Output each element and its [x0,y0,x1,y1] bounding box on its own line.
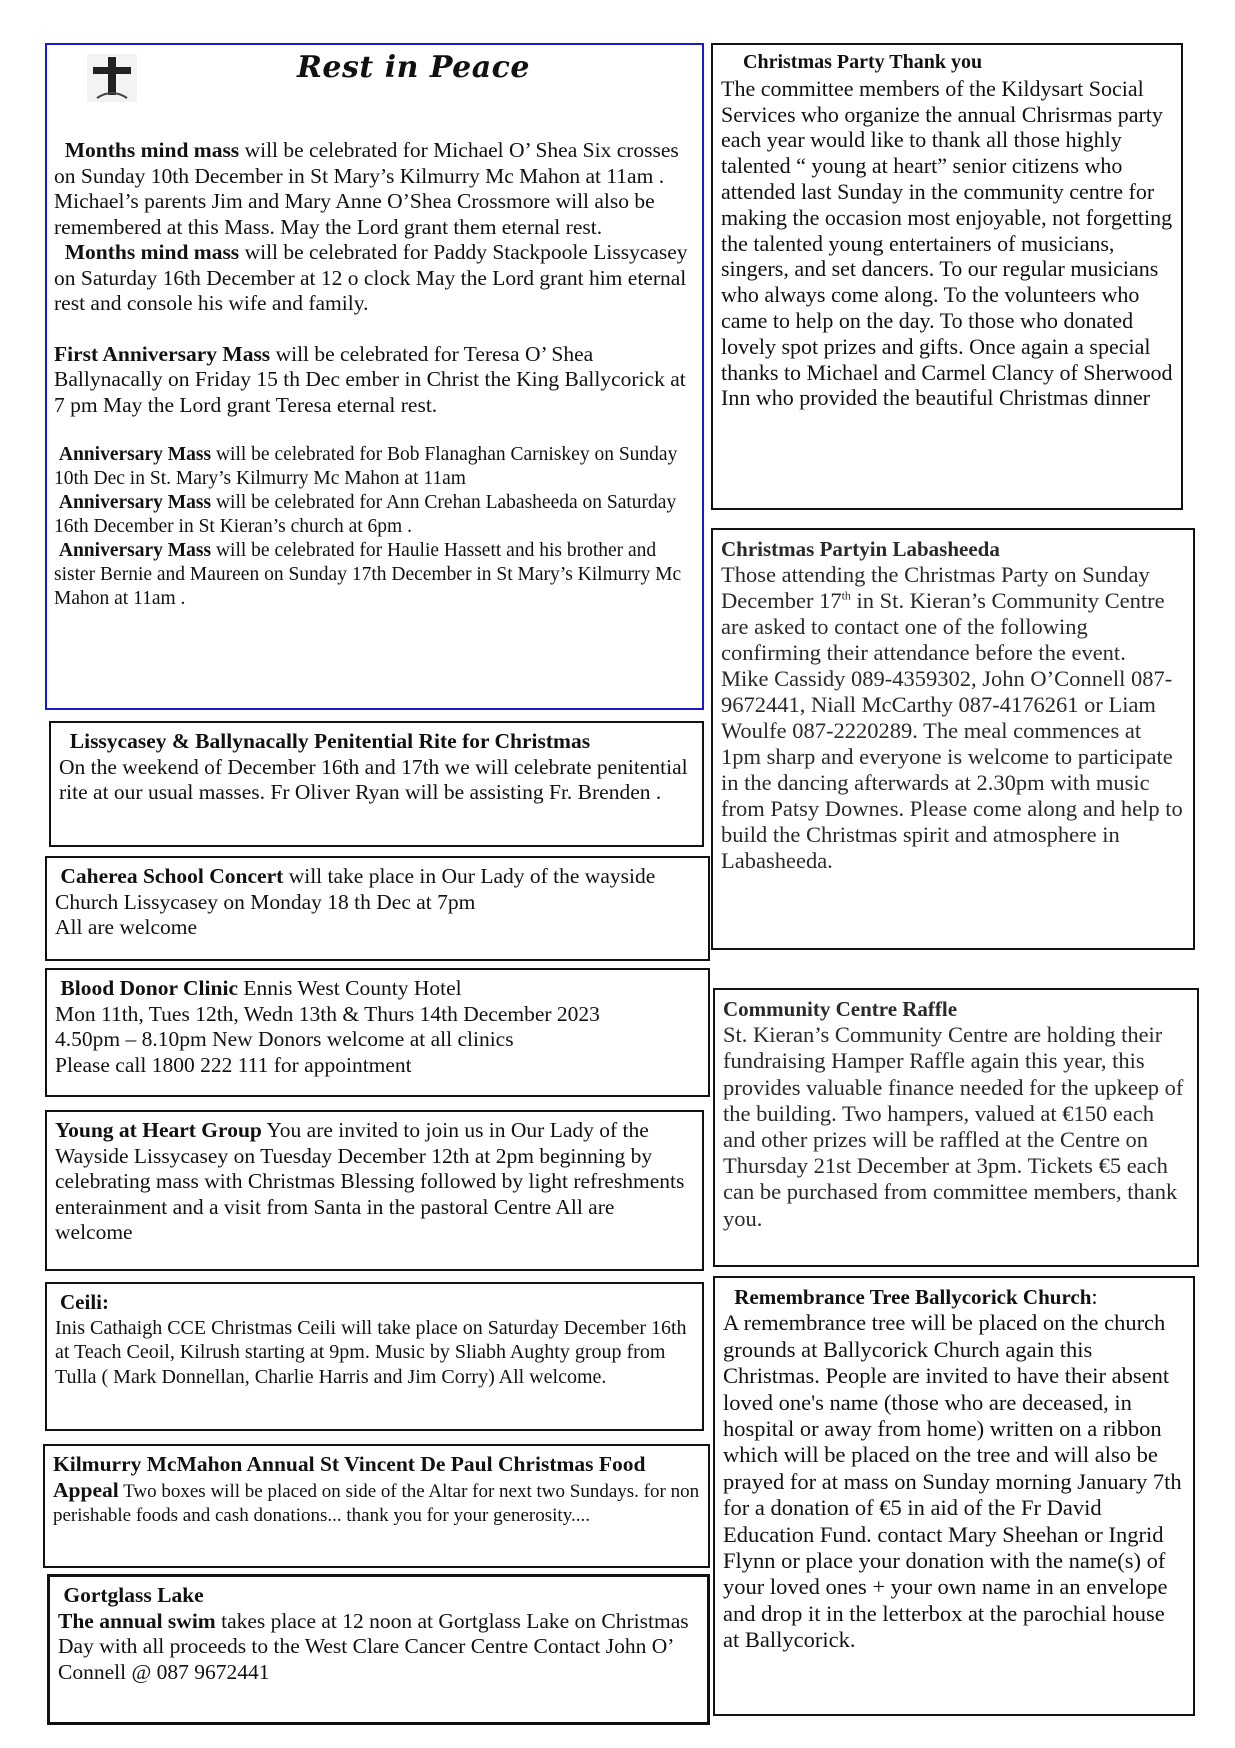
blood-title: Blood Donor Clinic [60,976,238,1000]
ceili-text: Inis Cathaigh CCE Christmas Ceili will take place on Saturday December 16th at Teach Ceoil, Kilrush starting at 9pm. Music by Sliabh Aughty group from Tulla ( Mark Donnellan, Charlie Harris and Jim Corry) All welcome. [55,1316,687,1388]
labasheeda-title: Christmas Partyin Labasheeda [721,537,1000,561]
penitential-text: On the weekend of December 16th and 17th we will celebrate penitential rite at our usual masses. Fr Oliver Ryan will be assisting Fr. Brenden . [59,754,688,804]
blood-phone: Please call 1800 222 111 for appointment [55,1052,412,1077]
rip-title: Rest in Peace [297,50,530,85]
young-at-heart-box: Young at Heart Group You are invited to join us in Our Lady of the Wayside Lissycasey on Tuesday December 12th at 2pm beginning by celebrating mass with Christmas Blessing followed by light refreshments enterainment and a visit from Santa in the pastoral Centre All are welcome [45,1110,704,1271]
rip-entry: Anniversary Mass will be celebrated for Haulie Hassett and his brother and sister Bernie and Maureen on Sunday 17th December in St Mary’s Kilmurry Mc Mahon at 11am . [54,540,682,609]
food-appeal-box: Kilmurry McMahon Annual St Vincent De Paul Christmas Food Appeal Two boxes will be placed on side of the Altar for next two Sundays. for non perishable foods and cash donations... thank you for your generosity.... [43,1444,710,1568]
young-title: Young at Heart Group [55,1118,262,1142]
raffle-box [713,988,1199,1267]
party-thanks-text: The committee members of the Kildysart Social Services who organize the annual Chrisrmas party each year would like to thank all those highly talented “ young at heart” senior citizens who attended last Sunday in the community centre for making the occasion most enjoyable, not forgetting the talented young entertainers of musicians, singers, and set dancers. To our regular musicians who always come along. To the volunteers who came to help on the day. To those who donated lovely spot prizes and gifts. Once again a special thanks to Michael and Carmel Clancy of Sherwood Inn who provided the beautiful Christmas dinner [721,75,1173,411]
remembrance-tree-box: Remembrance Tree Ballycorick Church: A remembrance tree will be placed on the church grounds at Ballycorick Church again this Christmas. People are invited to have their absent loved one's name (those who are deceased, in hospital or away from home) written on a ribbon which will be placed on the tree and will also be prayed for at mass on Sunday morning January 7th for a donation of €5 in aid of the Fr David Education Fund. contact Mary Sheehan or Ingrid Flynn or place your donation with the name(s) of your loved ones + your own name in an envelope and drop it in the letterbox at the parochial house at Ballycorick. [713,1276,1195,1716]
rest-in-peace-box [45,43,704,710]
rip-entry: Months mind mass will be celebrated for Michael O’ Shea Six crosses on Sunday 10th December in St Mary’s Kilmurry Mc Mahon at 11am . Michael’s parents Jim and Mary Anne O’Shea Crossmore will also be remembered at this Mass. May the Lord grant them eternal rest. [54,138,679,239]
blood-dates: Mon 11th, Tues 12th, Wedn 13th & Thurs 14th December 2023 [55,1001,600,1026]
blood-times: 4.50pm – 8.10pm New Donors welcome at all clinics [55,1027,514,1051]
gortglass-text: takes place at 12 noon at Gortglass Lake on Christmas Day with all proceeds to the West Clare Cancer Centre Contact John O’ Connell @ 087 9672441 [58,1608,689,1684]
rip-entry: Anniversary Mass will be celebrated for Ann Crehan Labasheeda on Saturday 16th December in St Kieran’s church at 6pm . [54,492,677,537]
ceili-title: Ceili: [60,1290,109,1314]
raffle-title: Community Centre Raffle [723,997,958,1021]
svdp-title: Kilmurry McMahon Annual St Vincent De Paul Christmas Food Appeal [53,1452,646,1502]
labasheeda-contacts: Mike Cassidy 089-4359302, John O’Connell 087-9672441, Niall McCarthy 087-4176261 or Liam Woulfe 087-2220289. The meal commences at 1pm sharp and everyone is welcome to participate in the dancing afterwards at 2.30pm with music from Patsy Downes. Please come along and help to build the Christmas spirit and atmosphere in Labasheeda. [721,666,1183,873]
concert-title: Caherea School Concert [60,864,284,888]
rip-entry: Months mind mass will be celebrated for Paddy Stackpoole Lissycasey on Saturday 16th December at 12 o clock May the Lord grant him eternal rest and console his wife and family. [54,240,688,315]
gortglass-title: Gortglass Lake [63,1583,204,1607]
party-thanks-box [711,43,1183,510]
labasheeda-party-box [711,528,1195,950]
gortglass-box: Gortglass Lake The annual swim takes place at 12 noon at Gortglass Lake on Christmas Day with all proceeds to the West Clare Cancer Centre Contact John O’ Connell @ 087 9672441 [47,1574,710,1725]
cross-icon [87,54,137,102]
penitential-title: Lissycasey & Ballynacally Penitential Rite for Christmas [69,729,591,753]
tree-title: Remembrance Tree Ballycorick Church [734,1285,1092,1309]
concert-welcome: All are welcome [55,915,198,939]
blood-donor-box: Blood Donor Clinic Ennis West County Hotel Mon 11th, Tues 12th, Wedn 13th & Thurs 14th December 2023 4.50pm – 8.10pm New Donors welcome at all clinics Please call 1800 222 111 for appointment [45,968,710,1097]
penitential-rite-box [49,721,704,847]
school-concert-box: Caherea School Concert will take place in Our Lady of the wayside Church Lissycasey on Monday 18 th Dec at 7pm All are welcome [45,856,710,961]
raffle-text: St. Kieran’s Community Centre are holding their fundraising Hamper Raffle again this year, this provides valuable finance needed for the upkeep of the building. Two hampers, valued at €150 each and other prizes will be raffled at the Centre on Thursday 21st December at 3pm. Tickets €5 each can be purchased from committee members, thank you. [723,1022,1184,1231]
rip-entry: First Anniversary Mass will be celebrated for Teresa O’ Shea Ballynacally on Friday 15 th Dec ember in Christ the King Ballycorick at 7 pm May the Lord grant Teresa eternal rest. [54,341,686,417]
ceili-box [45,1282,704,1431]
rip-entry: Anniversary Mass will be celebrated for Bob Flanaghan Carniskey on Sunday 10th Dec in St. Mary’s Kilmurry Mc Mahon at 11am [54,444,678,489]
party-thanks-title: Christmas Party Thank you [743,51,983,73]
tree-text: A remembrance tree will be placed on the church grounds at Ballycorick Church again this Christmas. People are invited to have their absent loved one's name (those who are deceased, in hospital or away from home) written on a ribbon which will be placed on the tree and will also be prayed for at mass on Sunday morning January 7th for a donation of €5 in aid of the Fr David Education Fund. contact Mary Sheehan or Ingrid Flynn or place your donation with the name(s) of your loved ones + your own name in an envelope and drop it in the letterbox at the parochial house at Ballycorick. [723,1310,1182,1653]
labasheeda-text: Those attending the Christmas Party on Sunday December 17th in St. Kieran’s Community Centre are asked to contact one of the following confirming their attendance before the event. [721,562,1165,665]
